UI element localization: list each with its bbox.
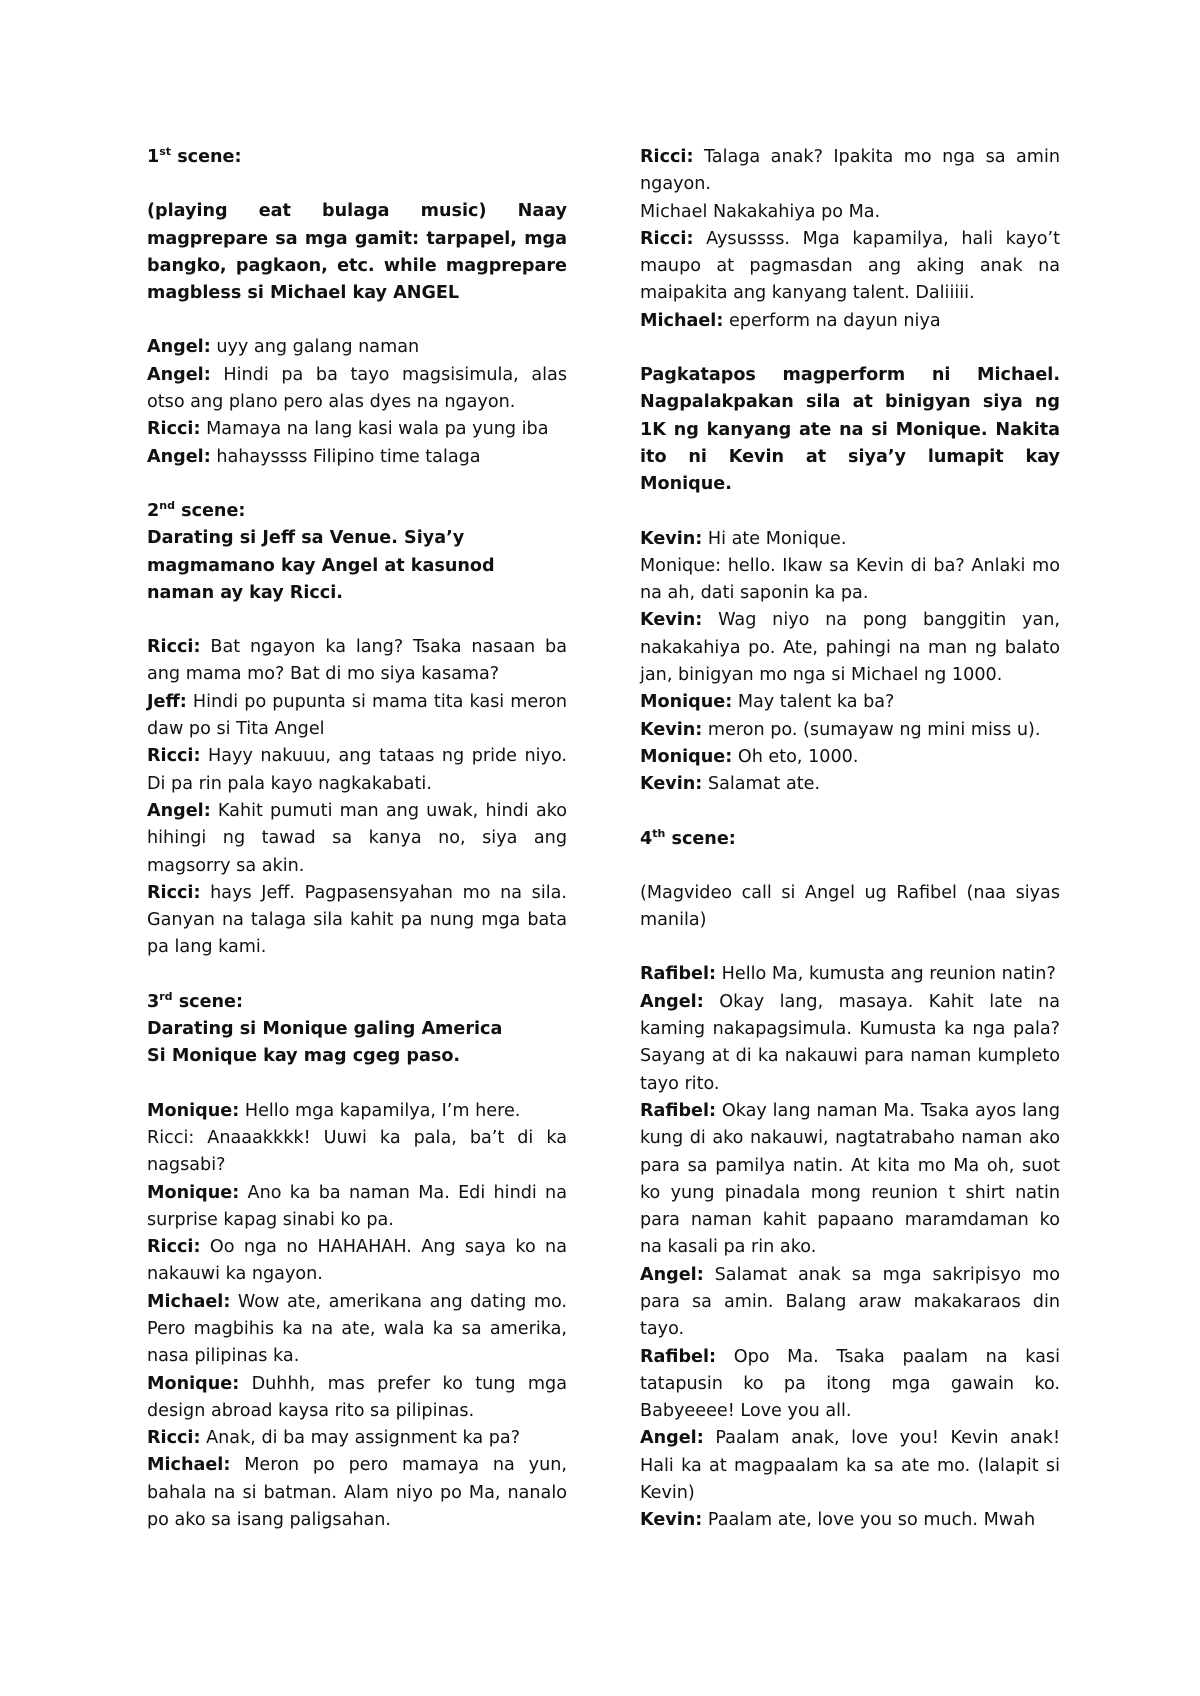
scene-1-direction: (playing eat bulaga music) Naay magprepare sa mga gamit: tarpapel, mga bangko, pagkaon, etc. while magprepare magbless si Michael kay ANGEL	[147, 201, 567, 304]
dialogue-line: Monique: hello. Ikaw sa Kevin di ba? Anlaki mo na ah, dati saponin ka pa.	[640, 555, 1060, 604]
dialogue-line: Michael: Meron po pero mamaya na yun, bahala na si batman. Alam niyo po Ma, nanalo po ako sa isang paligsahan.	[147, 1455, 567, 1531]
dialogue-line: Rafibel: Okay lang naman Ma. Tsaka ayos lang kung di ako nakauwi, nagtatrabaho naman ako para sa pamilya natin. At kita mo Ma oh, suot ko yung pinadala mong reunion t shirt natin para naman kahit papaano maramdaman ko na kasali pa rin ako.	[640, 1100, 1060, 1258]
dialogue-line: Monique: Oh eto, 1000.	[640, 746, 859, 767]
dialogue-line: Kevin: meron po. (sumayaw ng mini miss u).	[640, 719, 1041, 740]
dialogue-line: Ricci: Anak, di ba may assignment ka pa?	[147, 1428, 521, 1449]
scene-1-dialogue	[147, 334, 567, 470]
scene-2-dialogue	[147, 634, 567, 962]
scene-4-heading: 4th scene:	[640, 826, 736, 849]
perform-direction: Pagkatapos magperform ni Michael. Nagpalakpakan sila at binigyan siya ng 1K ng kanyang ate na si Monique. Nakita ito ni Kevin at siya’y lumapit kay Monique.	[640, 365, 1060, 495]
left-column	[147, 144, 567, 1534]
kevin-dialogue	[640, 526, 1060, 799]
dialogue-line: Ricci: Aysussss. Mga kapamilya, hali kayo’t maupo at pagmasdan ang aking anak na maipakita ang kanyang talent. Daliiiii.	[640, 228, 1060, 304]
scene-4-direction: (Magvideo call si Angel ug Rafibel (naa siyas manila)	[640, 882, 1060, 931]
dialogue-line: Ricci: Bat ngayon ka lang? Tsaka nasaan ba ang mama mo? Bat di mo siya kasama?	[147, 637, 567, 685]
dialogue-line: Monique: Hello mga kapamilya, I’m here.	[147, 1100, 521, 1121]
dialogue-line: Angel: Salamat anak sa mga sakripisyo mo para sa amin. Balang araw makakaraos din tayo.	[640, 1264, 1060, 1340]
dialogue-line: Ricci: Oo nga no HAHAHAH. Ang saya ko na nakauwi ka ngayon.	[147, 1237, 567, 1285]
dialogue-line: Ricci: hays Jeff. Pagpasensyahan mo na sila. Ganyan na talaga sila kahit pa nung mga bata pa lang kami.	[147, 882, 567, 958]
dialogue-line: Angel: uyy ang galang naman	[147, 337, 420, 358]
dialogue-line: Rafibel: Opo Ma. Tsaka paalam na kasi tatapusin ko pa itong mga gawain ko. Babyeeee! Love you all.	[640, 1346, 1060, 1422]
dialogue-line: Ricci: Mamaya na lang kasi wala pa yung iba	[147, 419, 549, 440]
dialogue-line: Kevin: Wag niyo na pong banggitin yan, nakakahiya po. Ate, pahingi na man ng balato jan, binigyan mo nga si Michael ng 1000.	[640, 610, 1060, 686]
dialogue-line: Jeff: Hindi po pupunta si mama tita kasi meron daw po si Tita Angel	[147, 691, 567, 740]
dialogue-line: Michael: eperform na dayun niya	[640, 310, 941, 331]
dialogue-line: Angel: Okay lang, masaya. Kahit late na kaming nakapagsimula. Kumusta ka nga pala? Sayang at di ka nakauwi para naman kumpleto tayo rito.	[640, 991, 1060, 1094]
dialogue-line: Angel: Kahit pumuti man ang uwak, hindi ako hihingi ng tawad sa kanya no, siya ang magsorry sa akin.	[147, 800, 567, 876]
scene-3-direction-1: Darating si Monique galing America	[147, 1019, 503, 1040]
dialogue-line: Angel: Hindi pa ba tayo magsisimula, alas otso ang plano pero alas dyes na ngayon.	[147, 364, 567, 413]
dialogue-line: Michael Nakakahiya po Ma.	[640, 201, 881, 222]
dialogue-line: Monique: Duhhh, mas prefer ko tung mga design abroad kaysa rito sa pilipinas.	[147, 1373, 567, 1421]
dialogue-line: Monique: May talent ka ba?	[640, 692, 895, 713]
dialogue-line: Ricci: Hayy nakuuu, ang tataas ng pride niyo. Di pa rin pala kayo nagkakabati.	[147, 746, 567, 794]
dialogue-line: Monique: Ano ka ba naman Ma. Edi hindi na surprise kapag sinabi ko pa.	[147, 1182, 567, 1230]
dialogue-line: Angel: hahayssss Filipino time talaga	[147, 446, 481, 467]
scene-2-heading: 2nd scene:	[147, 499, 246, 521]
dialogue-line: Kevin: Hi ate Monique.	[640, 528, 847, 549]
dialogue-line: Angel: Paalam anak, love you! Kevin anak! Hali ka at magpaalam ka sa ate mo. (lalapit si Kevin)	[640, 1428, 1060, 1504]
dialogue-line: Michael: Wow ate, amerikana ang dating mo. Pero magbihis ka na ate, wala ka sa amerika, nasa pilipinas ka.	[147, 1291, 567, 1367]
scene-3-heading: 3rd scene:	[147, 989, 244, 1012]
scene-3-direction-2: Si Monique kay mag cgeg paso.	[147, 1046, 461, 1067]
right-column	[640, 144, 1060, 1535]
scene-3-dialogue-continued	[640, 144, 1060, 335]
dialogue-line: Kevin: Paalam ate, love you so much. Mwah	[640, 1510, 1036, 1531]
dialogue-line: Ricci: Talaga anak? Ipakita mo nga sa amin ngayon.	[640, 147, 1060, 195]
scene-4-dialogue	[640, 961, 1060, 1534]
scene-2-direction: Darating si Jeff sa Venue. Siya’y magmamano kay Angel at kasunod naman ay kay Ricci.	[147, 528, 495, 603]
dialogue-line: Ricci: Anaaakkkk! Uuwi ka pala, ba’t di ka nagsabi?	[147, 1127, 567, 1176]
scene-3-dialogue	[147, 1098, 567, 1535]
dialogue-line: Rafibel: Hello Ma, kumusta ang reunion natin?	[640, 964, 1056, 985]
scene-1-heading: 1st scene:	[147, 145, 242, 167]
dialogue-line: Kevin: Salamat ate.	[640, 774, 821, 795]
